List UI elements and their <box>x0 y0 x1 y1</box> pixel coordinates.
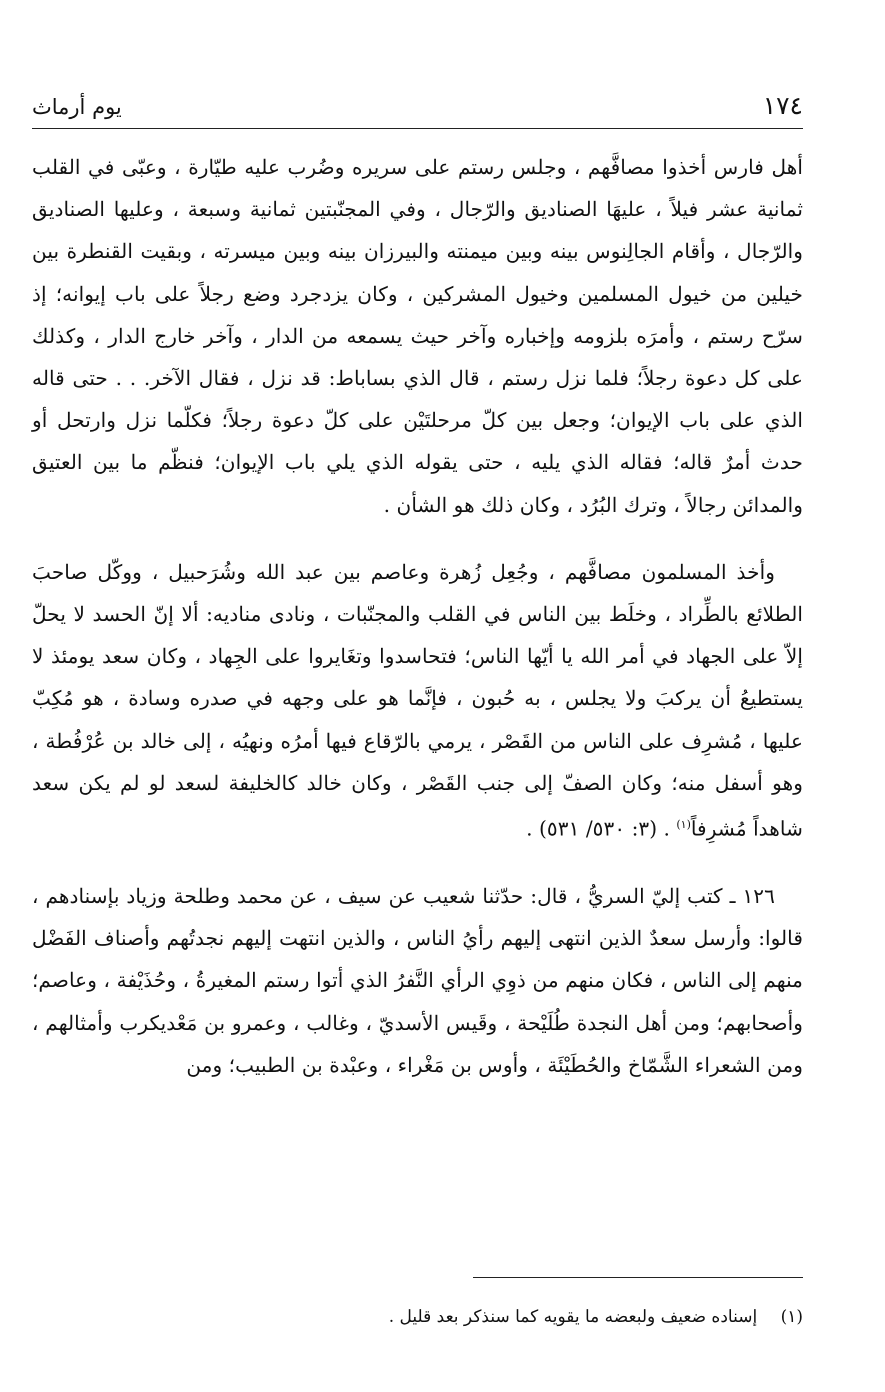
paragraph-2 <box>32 551 803 850</box>
running-title: يوم أرماث <box>32 95 122 119</box>
paragraph-2-text: وأخذ المسلمون مصافَّهم ، وجُعِل زُهرة وعاصم بين عبد الله وشُرَحبيل ، ووكّل صاحبَ الطلائع بالطِّراد ، وخلَط بين الناس في القلب والمجنّبات ، ونادى مناديه: ألا إنّ الحسد لا يحلّ إلاّ على الجهاد في أمر الله يا أيّها الناس؛ فتحاسدوا وتغَايروا على الجِهاد ، وكان سعد يومئذ لا يستطيعُ أن يركبَ ولا يجلس ، به حُبون ، فإنَّما هو على وجهه في صدره وسادة ، هو مُكِبّ عليها ، مُشرِف على الناس من القَصْر ، يرمي بالرّقاع فيها أمرُه ونهيُه ، إلى خالد بن عُرْفُطة ، وهو أسفل منه؛ وكان الصفّ إلى جنب القَصْر ، وكان خالد كالخليفة لسعد لو لم يكن سعد شاهداً مُشرِفاً <box>32 559 803 841</box>
page-number: ١٧٤ <box>762 91 803 120</box>
footnote-marker: (١) <box>780 1307 803 1327</box>
paragraph-3: ١٢٦ ـ كتب إليّ السريُّ ، قال: حدّثنا شعيب عن سيف ، عن محمد وطلحة وزياد بإسنادهم ، قالوا: وأرسل سعدٌ الذين انتهى إليهم رأيُ الناس ، والذين انتهت إليهم نجدتُهم وأصناف الفَضْل منهم إلى الناس ، فكان منهم من ذوِي الرأي النَّفرُ الذي أتوا رستم المغيرةُ ، وحُذَيْفة ، وعاصم؛ وأصحابهم؛ ومن أهل النجدة طُلَيْحة ، وقَيس الأسديّ ، وغالب ، وعمرو بن مَعْديكرب وأمثالهم ، ومن الشعراء الشَّمّاخ والحُطَيْئَة ، وأوس بن مَغْراء ، وعبْدة بن الطبيب؛ ومن <box>32 883 803 1077</box>
footnote-divider <box>473 1277 803 1278</box>
footnote-text: إسناده ضعيف ولبعضه ما يقويه كما سنذكر بعد قليل . <box>388 1307 758 1327</box>
page-header <box>32 88 803 129</box>
main-text <box>32 146 803 1086</box>
paragraph-1: أهل فارس أخذوا مصافَّهم ، وجلس رستم على سريره وضُرب عليه طيّارة ، وعبّى في القلب ثمانية عشر فيلاً ، عليهَا الصناديق والرّجال ، وفي المجنّبتين ثمانية وسبعة ، وعليها الصناديق والرّجال ، وأقام الجالِنوس بينه وبين ميمنته والبيرزان بينه وبين ميسرته ، وبقيت القنطرة بين خيلين من خيول المسلمين وخيول المشركين ، وكان يزدجرد وضع رجلاً على باب إيوانه؛ إذ سرّح رستم ، وأمرَه بلزومه وإخباره وآخر حيث يسمعه من الدار ، وآخر خارج الدار ، وكذلك على كل دعوة رجلاً؛ فلما نزل رستم ، قال الذي بساباط: قد نزل ، فقال الآخر. . . حتى قاله الذي على باب الإيوان؛ وجعل بين كلّ مرحلتَيْن على كلّ دعوة رجلاً؛ فكلّما نزل وارتحل أو حدث أمرٌ قاله؛ فقاله الذي يليه ، حتى يقوله الذي يلي باب الإيوان؛ فنظّم ما بين العتيق والمدائن رجالاً ، وترك البُرُد ، وكان ذلك هو الشأن . <box>32 155 803 517</box>
source-citation: . (٣: ٥٣٠/ ٥٣١) . <box>526 816 670 841</box>
footnote <box>32 1302 803 1332</box>
footnote-reference[interactable]: (١) <box>676 818 691 832</box>
